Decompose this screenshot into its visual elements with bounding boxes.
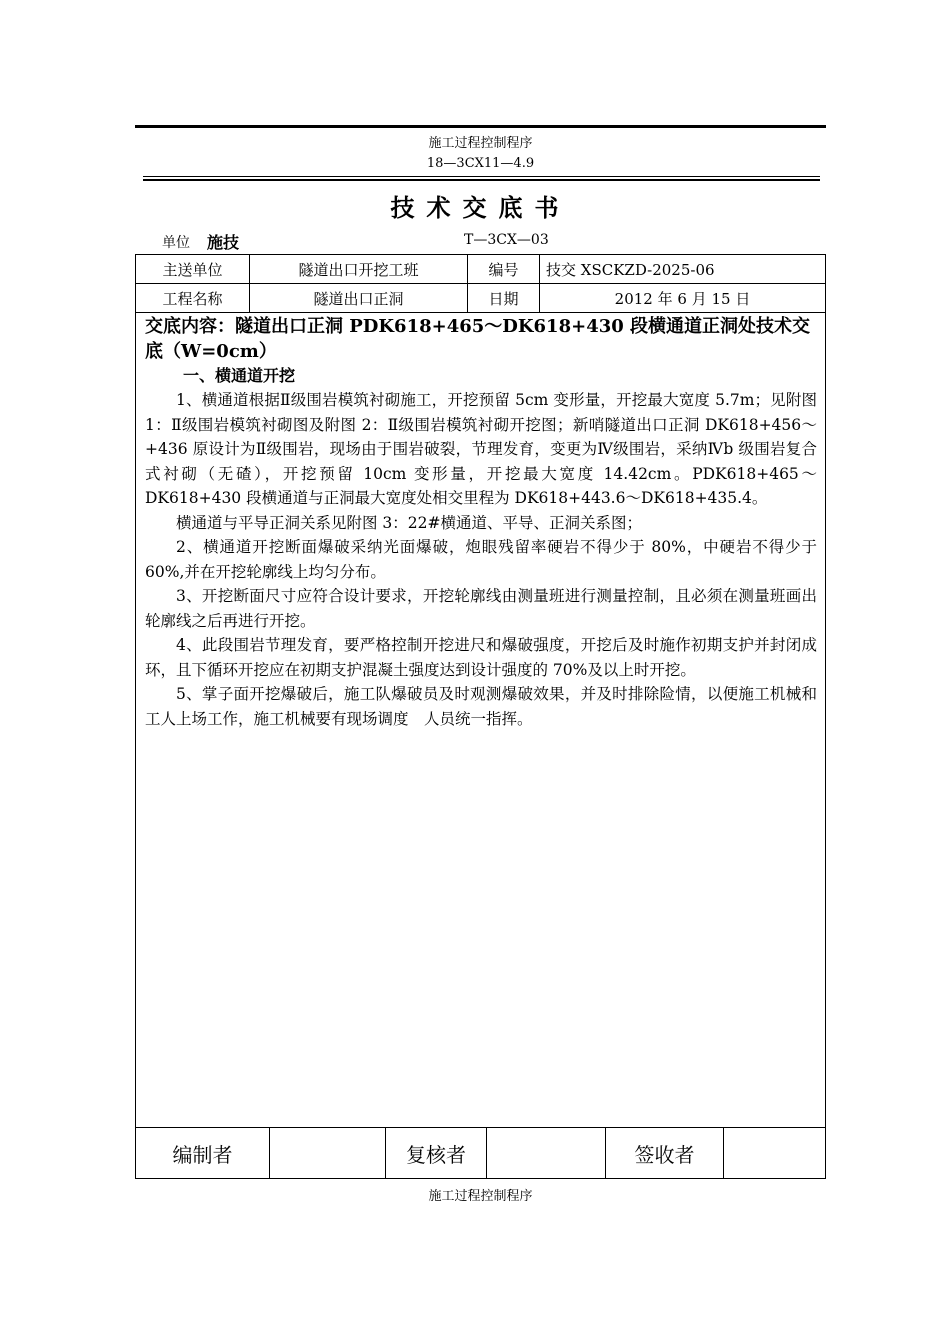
form-number: T—3CX—03 bbox=[464, 232, 549, 248]
header-rule-lower bbox=[143, 179, 820, 181]
number-value: 技交 XSCKZD-2025-06 bbox=[540, 255, 826, 284]
paragraph-4: 3、开挖断面尺寸应符合设计要求，开挖轮廓线由测量班进行测量控制，且必须在测量班画出轮廓线之后再进行开挖。 bbox=[145, 587, 817, 630]
receiver-label: 签收者 bbox=[606, 1128, 724, 1179]
date-label: 日期 bbox=[468, 284, 540, 313]
paragraph-3: 2、横通道开挖断面爆破采纳光面爆破，炮眼残留率硬岩不得少于 80%，中硬岩不得少于 60%,并在开挖轮廓线上均匀分布。 bbox=[145, 538, 817, 581]
section-heading: 一、横通道开挖 bbox=[183, 366, 296, 385]
paragraph-1: 1、横通道根据Ⅱ级围岩模筑衬砌施工，开挖预留 5cm 变形量，开挖最大宽度 5.7m；见附图 1：Ⅱ级围岩模筑衬砌图及附图 2：Ⅱ级围岩模筑衬砌开挖图；新哨隧道出口正洞 DK618+456～+436 原设计为Ⅱ级围岩，现场由于围岩破裂，节理发育，变更为Ⅳ级围岩，采纳Ⅳb 级围岩复合式衬砌（无碴），开挖预留 10cm 变形量，开挖最大宽度 14.42cm。PDK618+465～DK618+430 段横通道与正洞最大宽度处相交里程为 DK618+443.6～DK618+435.4。 bbox=[145, 391, 817, 507]
header-top-rule bbox=[135, 125, 826, 128]
paragraph-5: 4、此段围岩节理发育，要严格控制开挖进尺和爆破强度，开挖后及时施作初期支护并封闭成环，且下循环开挖应在初期支护混凝土强度达到设计强度的 70%及以上时开挖。 bbox=[145, 636, 817, 679]
document-title: 技术交底书 bbox=[390, 193, 571, 222]
receiver-field[interactable] bbox=[724, 1128, 826, 1179]
header-procedure: 施工过程控制程序 bbox=[428, 136, 533, 151]
content-heading: 交底内容：隧道出口正洞 PDK618+465～DK618+430 段横通道正洞处技术交底（W=0cm） bbox=[145, 316, 811, 362]
header-code: 18—3CX11—4.9 bbox=[426, 156, 535, 171]
compiler-label: 编制者 bbox=[136, 1128, 270, 1179]
unit-label: 单位 bbox=[162, 235, 190, 251]
sender-label: 主送单位 bbox=[136, 255, 250, 284]
info-row-sender bbox=[136, 255, 826, 284]
info-table bbox=[135, 254, 826, 313]
signature-table bbox=[135, 1127, 826, 1179]
info-row-project bbox=[136, 284, 826, 313]
sender-value: 隧道出口开挖工班 bbox=[250, 255, 468, 284]
footer-procedure: 施工过程控制程序 bbox=[428, 1189, 533, 1204]
number-label: 编号 bbox=[468, 255, 540, 284]
signature-row bbox=[136, 1128, 826, 1179]
reviewer-label: 复核者 bbox=[386, 1128, 487, 1179]
paragraph-2: 横通道与平导正洞关系见附图 3：22#横通道、平导、正洞关系图； bbox=[176, 513, 643, 532]
project-value: 隧道出口正洞 bbox=[250, 284, 468, 313]
project-label: 工程名称 bbox=[136, 284, 250, 313]
header-rule-upper bbox=[143, 176, 820, 177]
unit-value: 施技 bbox=[207, 233, 240, 252]
reviewer-field[interactable] bbox=[487, 1128, 606, 1179]
date-value: 2012 年 6 月 15 日 bbox=[540, 284, 826, 313]
content-body bbox=[145, 314, 817, 731]
paragraph-6: 5、掌子面开挖爆破后，施工队爆破员及时观测爆破效果，并及时排除险情，以便施工机械和工人上场工作，施工机械要有现场调度 人员统一指挥。 bbox=[145, 685, 817, 728]
compiler-field[interactable] bbox=[270, 1128, 386, 1179]
